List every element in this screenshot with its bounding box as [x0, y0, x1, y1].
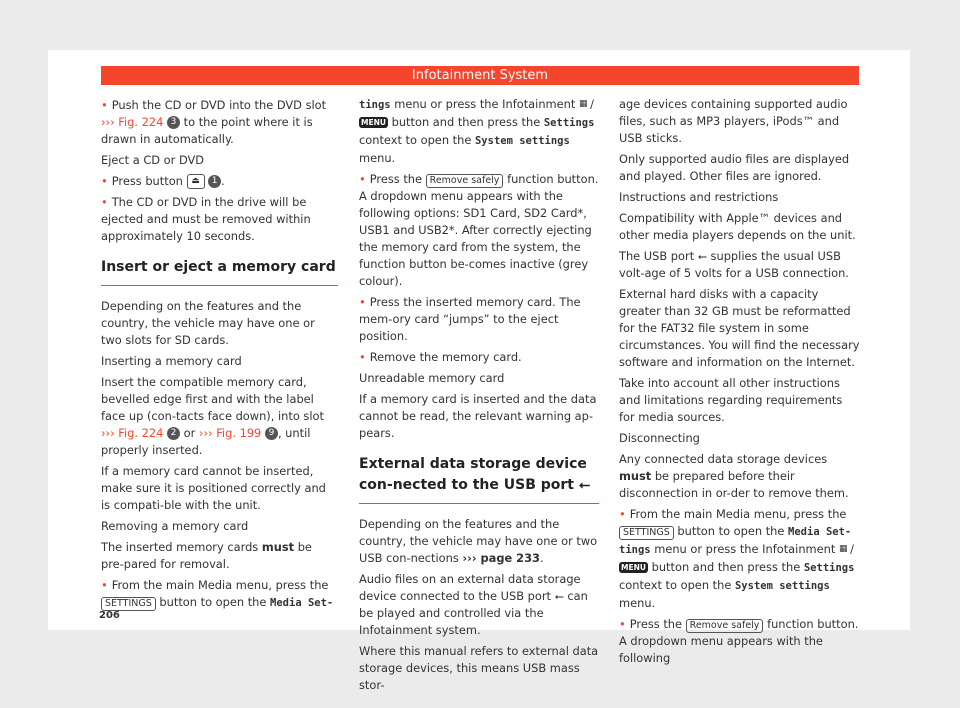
usb-icon: ⭠ [554, 589, 564, 603]
paragraph-audio-files: Audio files on an external data storage device connected to the USB port ⭠ can be played and controlled via the Infotainment system. [359, 572, 588, 637]
infotainment-grid-icon: ▦ [838, 544, 847, 554]
paragraph-disconnect: Any connected data storage devices must be prepared before their disconnection in or-der to remove them. [619, 452, 849, 500]
bullet-icon: • [101, 578, 108, 592]
column-3 [619, 96, 861, 671]
usb-icon: ⭠ [697, 249, 707, 263]
bullet-icon: • [101, 98, 108, 112]
paragraph-usb-connections: Depending on the features and the country, the vehicle may have one or two USB con-nections ››› page 233. [359, 517, 598, 565]
callout-number: 3 [167, 116, 180, 129]
paragraph-removal: The inserted memory cards must be pre-pared for removal. [101, 540, 312, 571]
bullet-press-button: • Press button ⏏ 1 . [101, 174, 225, 188]
bullet-icon: • [619, 617, 626, 631]
paragraph: If a memory card is inserted and the data cannot be read, the relevant warning ap-pears. [359, 392, 597, 440]
paragraph: Take into account all other instructions and limitations regarding requirements for media sources. [619, 376, 843, 424]
bullet-icon: • [619, 507, 626, 521]
paragraph: Only supported audio files are displayed and played. Other files are ignored. [619, 152, 850, 183]
usb-icon: ⭠ [578, 477, 591, 493]
section-title-usb: External data storage device con-nected to the USB port ⭠ [359, 454, 599, 504]
disconnecting-heading: Disconnecting [619, 431, 700, 445]
paragraph: Compatibility with Apple™ devices and other media players depends on the unit. [619, 211, 856, 242]
column-1 [101, 97, 338, 616]
bullet-icon: • [359, 172, 366, 186]
bullet-icon: • [359, 295, 366, 309]
callout-number: 1 [208, 175, 221, 188]
infotainment-grid-icon: ▦ [578, 99, 587, 109]
page-link[interactable]: ››› page 233 [462, 551, 540, 565]
inserting-heading: Inserting a memory card [101, 354, 242, 368]
menu-icon: MENU [361, 118, 386, 127]
section-title-memory-card: Insert or eject a memory card [101, 257, 338, 286]
figure-link[interactable]: ››› Fig. 199 [198, 426, 262, 440]
remove-safely-button-label: Remove safely [686, 619, 764, 633]
bullet-icon: • [359, 350, 366, 364]
callout-number: 9 [265, 427, 278, 440]
callout-number: 2 [167, 427, 180, 440]
paragraph: If a memory card cannot be inserted, make sure it is positioned correctly and is compati-ble with the unit. [101, 464, 326, 512]
bullet-cd-ejected: • The CD or DVD in the drive will be ejected and must be removed within approximately 10 seconds. [101, 195, 311, 243]
menu-icon: MENU [621, 563, 646, 572]
page-number: 206 [99, 610, 120, 621]
removing-heading: Removing a memory card [101, 519, 249, 533]
bullet-push-cd: • Push the CD or DVD into the DVD slot ››› Fig. 224 3 to the point where it is drawn in automatically. [101, 98, 327, 146]
settings-button-label: SETTINGS [101, 597, 156, 611]
column-2 [359, 96, 599, 698]
bullet-media-menu: • From the main Media menu, press the SETTINGS button to open the Media Set-tings menu or press the Infotainment ▦ / MENU button and then press the Settings context to open the System settings menu. [619, 507, 855, 610]
paragraph-continued: tings menu or press the Infotainment ▦ / MENU button and then press the Settings context to open the System settings menu. [359, 97, 595, 165]
page-header: Infotainment System [101, 66, 859, 85]
eject-icon: ⏏ [187, 174, 205, 189]
eject-heading: Eject a CD or DVD [101, 153, 205, 167]
bullet-icon: • [101, 174, 108, 188]
figure-link[interactable]: ››› Fig. 224 [101, 426, 164, 440]
figure-link[interactable]: ››› Fig. 224 [101, 115, 164, 129]
bullet-remove-card: • Remove the memory card. [359, 350, 522, 364]
bullet-remove-safely: • Press the Remove safely function button. A dropdown menu appears with the following options: SD1 Card, SD2 Card*, USB1 and USB2*. After correctly ejecting the memory card from the system, the function button be-comes inactive (grey colour). [359, 172, 599, 288]
paragraph-usb-port: The USB port ⭠ supplies the usual USB volt-age of 5 volts for a USB connection. [619, 249, 849, 280]
paragraph-insert: Insert the compatible memory card, bevelled edge first and with the label face up (con-tacts face down), into slot ››› Fig. 224 2 or ››› Fig. 199 9 , until properly inserted. [101, 375, 324, 457]
bullet-icon: • [101, 195, 108, 209]
remove-safely-button-label: Remove safely [426, 174, 504, 188]
paragraph: Where this manual refers to external data storage devices, this means USB mass stor- [359, 644, 599, 692]
paragraph: External hard disks with a capacity greater than 32 GB must be reformatted for the FAT32 file system in some circumstances. You will find the necessary software and information on the Internet. [619, 287, 860, 369]
bullet-press-card: • Press the inserted memory card. The mem-ory card “jumps” to the eject position. [359, 295, 581, 343]
bullet-media-menu: • From the main Media menu, press the SETTINGS button to open the Media Set- [101, 578, 334, 609]
unreadable-heading: Unreadable memory card [359, 371, 505, 385]
paragraph: age devices containing supported audio files, such as MP3 players, iPods™ and USB sticks. [619, 97, 848, 145]
settings-button-label: SETTINGS [619, 526, 674, 540]
paragraph: Depending on the features and the country, the vehicle may have one or two slots for SD cards. [101, 299, 315, 347]
bullet-remove-safely: • Press the Remove safely function button. A dropdown menu appears with the following [619, 617, 859, 665]
instructions-heading: Instructions and restrictions [619, 190, 779, 204]
